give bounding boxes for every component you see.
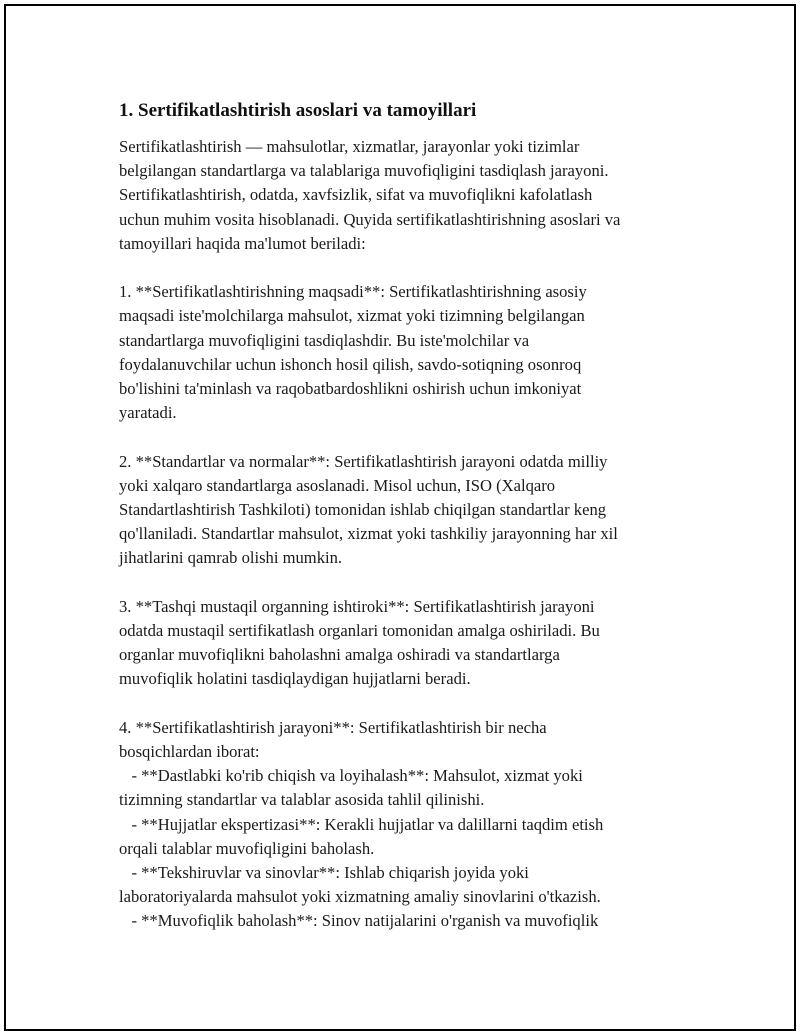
- document-body: [119, 99, 694, 958]
- page-frame: [4, 4, 796, 1031]
- section-heading: 1. Sertifikatlashtirish asoslari va tamoyillari: [119, 100, 477, 121]
- text-line: yaratadi.: [119, 403, 177, 423]
- text-line: 3. **Tashqi mustaqil organning ishtiroki**: Sertifikatlashtirish jarayoni: [119, 596, 595, 616]
- text-line: maqsadi iste'molchilarga mahsulot, xizmat yoki tizimning belgilangan: [119, 306, 585, 326]
- text-line: tamoyillari haqida ma'lumot beriladi:: [119, 233, 366, 253]
- text-line: uchun muhim vosita hisoblanadi. Quyida sertifikatlashtirishning asoslari va: [119, 209, 621, 229]
- paragraph-item-3: [119, 595, 694, 692]
- text-line: Sertifikatlashtirish — mahsulotlar, xizmatlar, jarayonlar yoki tizimlar: [119, 137, 580, 156]
- text-line: odatda mustaqil sertifikatlash organlari tomonidan amalga oshiriladi. Bu: [119, 621, 600, 641]
- sub-item-line: - **Hujjatlar ekspertizasi**: Kerakli hujjatlar va dalillarni taqdim etish: [119, 814, 604, 834]
- text-line: Sertifikatlashtirish, odatda, xavfsizlik, sifat va muvofiqlikni kafolatlash: [119, 185, 593, 205]
- text-line: organlar muvofiqlikni baholashni amalga oshiradi va standartlarga: [119, 645, 560, 665]
- text-line: muvofiqlik holatini tasdiqlaydigan hujjatlarni beradi.: [119, 669, 471, 689]
- sub-item-line: - **Muvofiqlik baholash**: Sinov natijalarini o'rganish va muvofiqlik: [119, 911, 599, 931]
- sub-item-line: - **Tekshiruvlar va sinovlar**: Ishlab chiqarish joyida yoki: [119, 863, 529, 883]
- text-line: orqali talablar muvofiqligini baholash.: [119, 838, 375, 858]
- text-line: belgilangan standartlarga va talablariga muvofiqligini tasdiqlash jarayoni.: [119, 161, 609, 181]
- paragraph-item-1: [119, 280, 694, 425]
- text-line: 4. **Sertifikatlashtirish jarayoni**: Sertifikatlashtirish bir necha: [119, 717, 547, 737]
- text-line: qo'llaniladi. Standartlar mahsulot, xizmat yoki tashkiliy jarayonning har xil: [119, 524, 618, 544]
- text-line: bosqichlardan iborat:: [119, 742, 260, 762]
- sub-item-line: - **Dastlabki ko'rib chiqish va loyihalash**: Mahsulot, xizmat yoki: [119, 766, 583, 786]
- text-line: 2. **Standartlar va normalar**: Sertifikatlashtirish jarayoni odatda milliy: [119, 451, 608, 471]
- text-line: tizimning standartlar va talablar asosida tahlil qilinishi.: [119, 790, 485, 810]
- paragraph-intro: [119, 135, 694, 256]
- text-line: 1. **Sertifikatlashtirishning maqsadi**: Sertifikatlashtirishning asosiy: [119, 282, 587, 302]
- text-line: Standartlashtirish Tashkiloti) tomonidan ishlab chiqilgan standartlar keng: [119, 500, 607, 520]
- text-line: yoki xalqaro standartlarga asoslanadi. Misol uchun, ISO (Xalqaro: [119, 475, 556, 495]
- text-line: standartlarga muvofiqligini tasdiqlashdir. Bu iste'molchilar va: [119, 330, 530, 350]
- text-line: foydalanuvchilar uchun ishonch hosil qilish, savdo-sotiqning osonroq: [119, 354, 582, 374]
- paragraph-item-2: [119, 450, 694, 571]
- text-line: bo'lishini ta'minlash va raqobatbardoshlikni oshirish uchun imkoniyat: [119, 379, 582, 399]
- text-line: jihatlarini qamrab olishi mumkin.: [119, 548, 343, 568]
- text-line: laboratoriyalarda mahsulot yoki xizmatning amaliy sinovlarini o'tkazish.: [119, 887, 601, 907]
- paragraph-item-4: [119, 716, 694, 934]
